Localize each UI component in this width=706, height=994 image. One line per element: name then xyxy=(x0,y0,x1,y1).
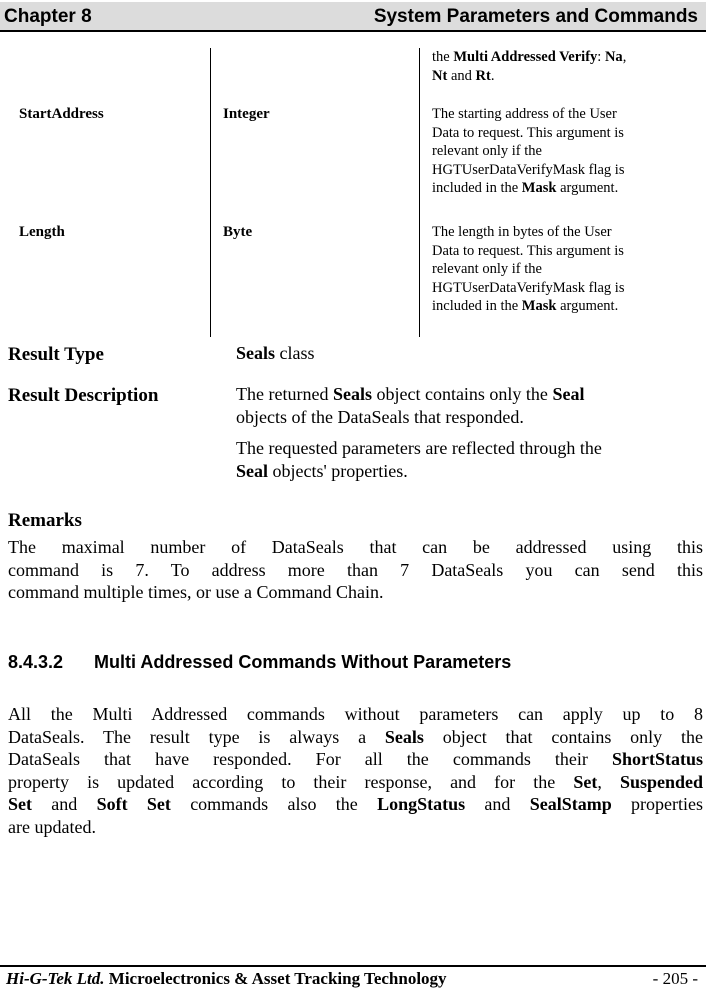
param-name-startaddress: StartAddress xyxy=(19,106,104,122)
section-paragraph: All the Multi Addressed commands without parameters can apply up to 8 DataSeals. The result type is always a Seals object that contains only the DataSeals that have responded. For all the commands their ShortStatus property is updated according to their response, and for the Set, Suspended Set and Soft Set commands also the LongStatus and SealStamp properties are updated. xyxy=(8,704,704,837)
company-name: Hi-G-Tek Ltd. xyxy=(6,969,105,988)
column-divider-2 xyxy=(419,48,420,337)
param-type-startaddress: Integer xyxy=(223,106,270,122)
page-header xyxy=(0,2,706,32)
remarks-label: Remarks xyxy=(8,510,82,531)
company-tagline: Microelectronics & Asset Tracking Technology xyxy=(104,969,447,988)
section-title: Multi Addressed Commands Without Parameters xyxy=(94,652,512,672)
chapter-label: Chapter 8 xyxy=(4,6,92,27)
result-type-label: Result Type xyxy=(8,344,104,365)
parameter-table xyxy=(0,40,706,337)
chapter-title: System Parameters and Commands xyxy=(373,6,698,27)
param-desc-length: The length in bytes of the User Data to request. This argument is relevant only if the HGTUserDataVerifyMask flag is included in the Mask argument. xyxy=(432,224,625,314)
param-type-length: Byte xyxy=(223,224,253,240)
column-divider-1 xyxy=(210,48,211,337)
param-desc-startaddress: The starting address of the User Data to request. This argument is relevant only if the HGTUserDataVerifyMask flag is included in the Mask argument. xyxy=(432,106,625,196)
section-number: 8.4.3.2 xyxy=(8,652,64,672)
page-number: - 205 - xyxy=(652,969,698,988)
footer-company xyxy=(6,969,447,989)
result-type-value: Seals class xyxy=(236,343,315,363)
result-description-label: Result Description xyxy=(8,385,159,406)
remarks-text: The maximal number of DataSeals that can be addressed using this command is 7. To address more than 7 DataSeals you can send this command multiple times, or use a Command Chain. xyxy=(8,537,703,602)
continued-description: the Multi Addressed Verify: Na, Nt and Rt. xyxy=(432,49,627,84)
result-description-text: The returned Seals object contains only the Seal objects of the DataSeals that responded. The requested parameters are reflected through the Seal objects' properties. xyxy=(236,384,602,481)
section-heading xyxy=(8,652,511,673)
param-name-length: Length xyxy=(19,224,65,240)
footer-rule xyxy=(0,965,706,967)
